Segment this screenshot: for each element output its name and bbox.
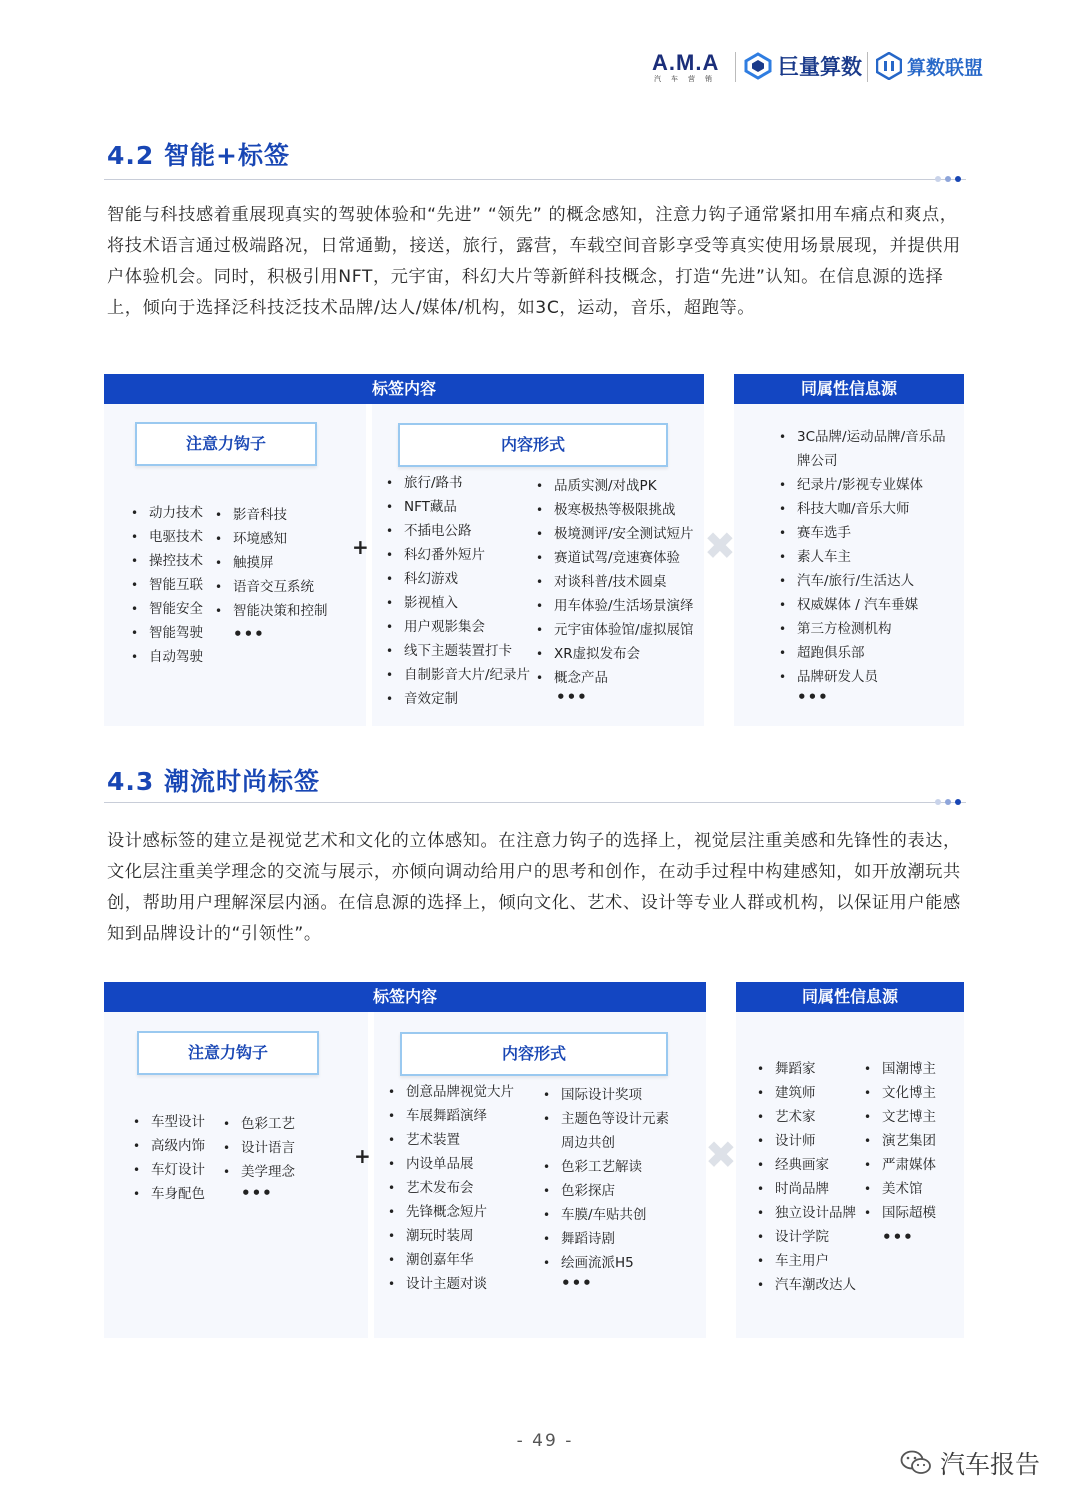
suanshu-logo-icon xyxy=(876,52,902,80)
list-item: • 智能决策和控制 xyxy=(213,599,328,623)
more-ellipsis: ••• xyxy=(241,1184,273,1202)
hook-list-secondary xyxy=(221,1112,295,1184)
source-list xyxy=(777,425,946,689)
list-item: • 车主用户 xyxy=(755,1249,856,1273)
section-divider xyxy=(104,179,966,180)
times-icon: ✖ xyxy=(704,524,736,568)
form-list-primary xyxy=(384,471,530,711)
list-item: • 品牌研发人员 xyxy=(777,665,946,689)
list-item: • 影音科技 xyxy=(213,503,328,527)
list-item: • 素人车主 xyxy=(777,545,946,569)
source-list-primary xyxy=(755,1057,856,1297)
list-item: • 车展舞蹈演绎 xyxy=(386,1104,514,1128)
source-header: 同属性信息源 xyxy=(734,374,964,404)
list-item: • 经典画家 xyxy=(755,1153,856,1177)
list-item: • 元宇宙体验馆/虚拟展馆 xyxy=(534,618,694,642)
list-item: • 环境感知 xyxy=(213,527,328,551)
list-item: • 时尚品牌 xyxy=(755,1177,856,1201)
hook-list-secondary xyxy=(213,503,328,623)
list-item: • 智能互联 xyxy=(129,573,203,597)
list-item: • 舞蹈诗剧 xyxy=(541,1227,669,1251)
list-item: • 美术馆 xyxy=(862,1177,936,1201)
list-item: • 车身配色 xyxy=(131,1182,205,1206)
list-item: • 设计主题对谈 xyxy=(386,1272,514,1296)
list-item: • 汽车/旅行/生活达人 xyxy=(777,569,946,593)
ama-logo xyxy=(652,52,728,86)
more-ellipsis: ••• xyxy=(233,625,265,643)
section-divider xyxy=(104,802,966,803)
suanshu-alliance-logo xyxy=(876,50,983,82)
list-item: • 美学理念 xyxy=(221,1160,295,1184)
hook-title-box: 注意力钩子 xyxy=(137,1031,319,1075)
section-title: 4.3 潮流时尚标签 xyxy=(107,767,320,796)
list-item: • 极境测评/安全测试短片 xyxy=(534,522,694,546)
list-item: • 高级内饰 xyxy=(131,1134,205,1158)
list-item: • 舞蹈家 xyxy=(755,1057,856,1081)
list-item: • 音效定制 xyxy=(384,687,530,711)
list-item: • 创意品牌视觉大片 xyxy=(386,1080,514,1104)
list-item: • 演艺集团 xyxy=(862,1129,936,1153)
list-item: • 文艺博主 xyxy=(862,1105,936,1129)
list-item: • 科幻番外短片 xyxy=(384,543,530,567)
list-item: • 国潮博主 xyxy=(862,1057,936,1081)
list-item: • 设计学院 xyxy=(755,1225,856,1249)
list-item: • 潮玩时装周 xyxy=(386,1224,514,1248)
list-item: • 概念产品 xyxy=(534,666,694,690)
source-list-secondary xyxy=(862,1057,936,1225)
list-item: • 赛道试驾/竞速赛体验 xyxy=(534,546,694,570)
list-item: • 艺术发布会 xyxy=(386,1176,514,1200)
more-ellipsis: ••• xyxy=(882,1228,914,1246)
plus-sign: + xyxy=(352,535,369,559)
list-item: • 电驱技术 xyxy=(129,525,203,549)
more-ellipsis: ••• xyxy=(797,688,829,706)
list-item: • 智能驾驶 xyxy=(129,621,203,645)
list-item: • 权威媒体 / 汽车垂媒 xyxy=(777,593,946,617)
section-title: 4.2 智能+标签 xyxy=(107,141,290,170)
more-ellipsis: ••• xyxy=(561,1274,593,1292)
list-item: • 触摸屏 xyxy=(213,551,328,575)
list-item: • 先锋概念短片 xyxy=(386,1200,514,1224)
list-item: • 独立设计品牌 xyxy=(755,1201,856,1225)
list-item: 周边共创 xyxy=(561,1135,615,1151)
list-item: • 第三方检测机构 xyxy=(777,617,946,641)
form-list-secondary xyxy=(541,1083,669,1275)
section-paragraph: 智能与科技感着重展现真实的驾驶体验和“先进” “领先” 的概念感知，注意力钩子通常紧扣用车痛点和爽点，将技术语言通过极端路况，日常通勤，接送，旅行，露营，车载空间音影享受等真实使用场景展现，并提供用户体验机会。同时，积极引用NFT，元宇宙，科幻大片等新鲜科技概念，打造“先进”认知。在信息源的选择上，倾向于选择泛科技泛技术品牌/达人/媒体/机构，如3C，运动，音乐，超跑等。 xyxy=(107,205,961,318)
times-icon: ✖ xyxy=(705,1133,737,1177)
list-item: • 操控技术 xyxy=(129,549,203,573)
list-item: • 绘画流派H5 xyxy=(541,1251,669,1275)
list-item: • 线下主题装置打卡 xyxy=(384,639,530,663)
list-item: • 科技大咖/音乐大师 xyxy=(777,497,946,521)
list-item: • 色彩工艺 xyxy=(221,1112,295,1136)
logo-divider xyxy=(735,52,736,82)
list-item: • 车型设计 xyxy=(131,1110,205,1134)
wechat-icon xyxy=(900,1449,932,1477)
list-item: • 车膜/车贴共创 xyxy=(541,1203,669,1227)
list-item: • 极寒极热等极限挑战 xyxy=(534,498,694,522)
tag-content-header: 标签内容 xyxy=(104,982,706,1012)
hook-title-box: 注意力钩子 xyxy=(135,422,317,466)
list-item: • XR虚拟发布会 xyxy=(534,642,694,666)
list-item: • 超跑俱乐部 xyxy=(777,641,946,665)
list-item: • 动力技术 xyxy=(129,501,203,525)
juliang-logo-text: 巨量算数 xyxy=(778,55,862,79)
plus-sign: + xyxy=(354,1144,371,1168)
hook-list-primary xyxy=(129,501,203,669)
tag-content-header: 标签内容 xyxy=(104,374,704,404)
source-header: 同属性信息源 xyxy=(736,982,964,1012)
list-item: • 赛车选手 xyxy=(777,521,946,545)
list-item: 牌公司 xyxy=(797,453,838,469)
list-item: • 对谈科普/技术圆桌 xyxy=(534,570,694,594)
list-item: • 自动驾驶 xyxy=(129,645,203,669)
list-item: • 不插电公路 xyxy=(384,519,530,543)
form-list-primary xyxy=(386,1080,514,1296)
juliang-logo-icon xyxy=(744,52,772,80)
form-list-secondary xyxy=(534,474,694,690)
list-item: • 设计语言 xyxy=(221,1136,295,1160)
form-title-box: 内容形式 xyxy=(400,1032,668,1076)
divider-dots-icon xyxy=(935,176,961,182)
list-item: • 内设单品展 xyxy=(386,1152,514,1176)
juliang-logo xyxy=(744,50,862,82)
hook-list-primary xyxy=(131,1110,205,1206)
ama-logo-subtitle: 汽车营销 xyxy=(654,75,722,83)
list-item: • 品质实测/对战PK xyxy=(534,474,694,498)
list-item: • 3C品牌/运动品牌/音乐品 xyxy=(777,425,946,449)
more-ellipsis: ••• xyxy=(556,688,588,706)
list-item: • 科幻游戏 xyxy=(384,567,530,591)
wechat-watermark xyxy=(900,1445,1040,1481)
list-item: • NFT藏品 xyxy=(384,495,530,519)
list-item: • 旅行/路书 xyxy=(384,471,530,495)
list-item: • 国际设计奖项 xyxy=(541,1083,669,1107)
logo-divider xyxy=(867,52,868,82)
list-item: • 语音交互系统 xyxy=(213,575,328,599)
list-item: • 汽车潮改达人 xyxy=(755,1273,856,1297)
list-item: • 建筑师 xyxy=(755,1081,856,1105)
list-item: • 智能安全 xyxy=(129,597,203,621)
list-item: • 设计师 xyxy=(755,1129,856,1153)
page-number: - 49 - xyxy=(516,1431,574,1451)
list-item: • 自制影音大片/纪录片 xyxy=(384,663,530,687)
list-item: • 文化博主 xyxy=(862,1081,936,1105)
list-item: • 潮创嘉年华 xyxy=(386,1248,514,1272)
list-item: • 纪录片/影视专业媒体 xyxy=(777,473,946,497)
list-item: • 色彩工艺解读 xyxy=(541,1155,669,1179)
section-paragraph: 设计感标签的建立是视觉艺术和文化的立体感知。在注意力钩子的选择上，视觉层注重美感和先锋性的表达，文化层注重美学理念的交流与展示，亦倾向调动给用户的思考和创作，在动手过程中构建感知，如开放潮玩共创，帮助用户理解深层内涵。在信息源的选择上，倾向文化、艺术、设计等专业人群或机构，以保证用户能感知到品牌设计的“引领性”。 xyxy=(107,831,961,944)
watermark-text: 汽车报告 xyxy=(940,1450,1041,1479)
form-title-box: 内容形式 xyxy=(398,423,668,467)
divider-dots-icon xyxy=(935,799,961,805)
list-item: • 严肃媒体 xyxy=(862,1153,936,1177)
list-item: • 色彩探店 xyxy=(541,1179,669,1203)
list-item: • 车灯设计 xyxy=(131,1158,205,1182)
suanshu-logo-text: 算数联盟 xyxy=(907,56,984,79)
ama-logo-text: A.M.A xyxy=(652,50,720,75)
list-item: • 用户观影集会 xyxy=(384,615,530,639)
list-item: • 影视植入 xyxy=(384,591,530,615)
list-item: • 国际超模 xyxy=(862,1201,936,1225)
list-item: • 艺术家 xyxy=(755,1105,856,1129)
list-item: • 主题色等设计元素 xyxy=(541,1107,669,1131)
list-item: • 用车体验/生活场景演绎 xyxy=(534,594,694,618)
list-item: • 艺术装置 xyxy=(386,1128,514,1152)
